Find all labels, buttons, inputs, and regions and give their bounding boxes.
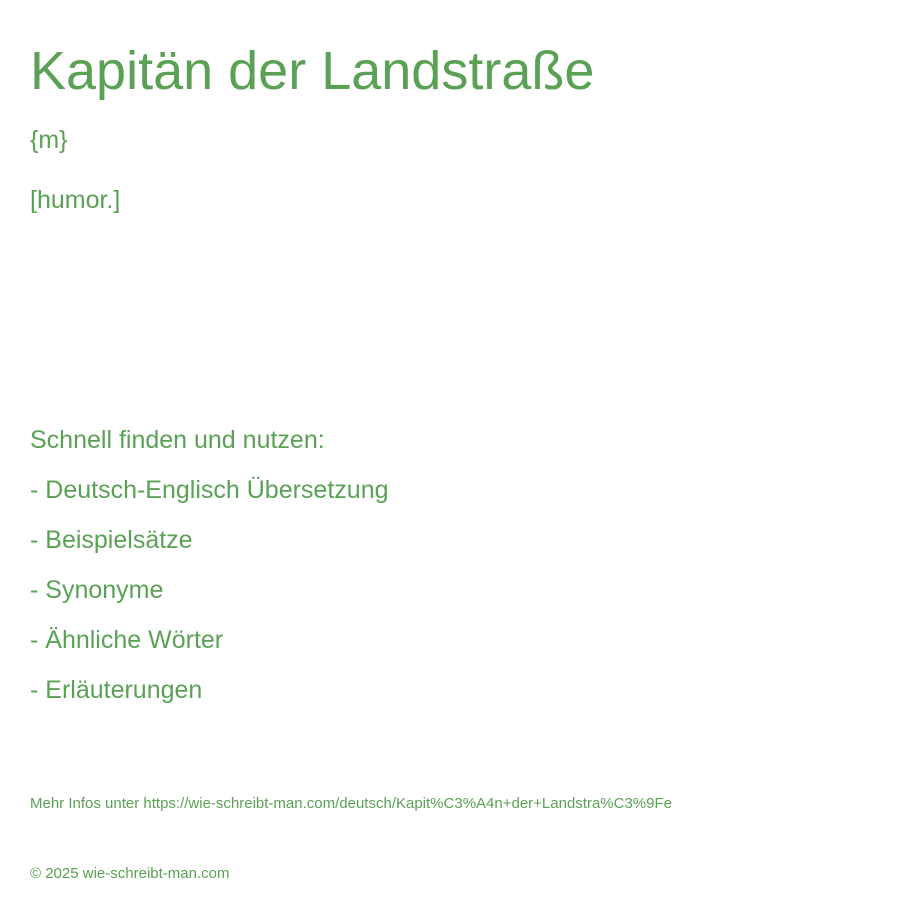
gender-label: {m} [30,126,68,154]
more-info-url: https://wie-schreibt-man.com/deutsch/Kapit%C3%A4n+der+Landstra%C3%9Fe [143,795,672,812]
feature-item-synonyms: - Synonyme [30,576,164,604]
feature-item-example-sentences: - Beispielsätze [30,526,193,554]
feature-item-similar-words: - Ähnliche Wörter [30,626,224,654]
features-heading: Schnell finden und nutzen: [30,426,325,454]
copyright-notice: © 2025 wie-schreibt-man.com [30,865,230,882]
more-info-prefix: Mehr Infos unter [30,795,144,812]
register-label: [humor.] [30,186,121,214]
feature-item-explanations: - Erläuterungen [30,676,203,704]
more-info-line [30,795,672,813]
page-title: Kapitän der Landstraße [30,41,595,101]
feature-item-translation: - Deutsch-Englisch Übersetzung [30,476,389,504]
features-list [30,475,389,725]
